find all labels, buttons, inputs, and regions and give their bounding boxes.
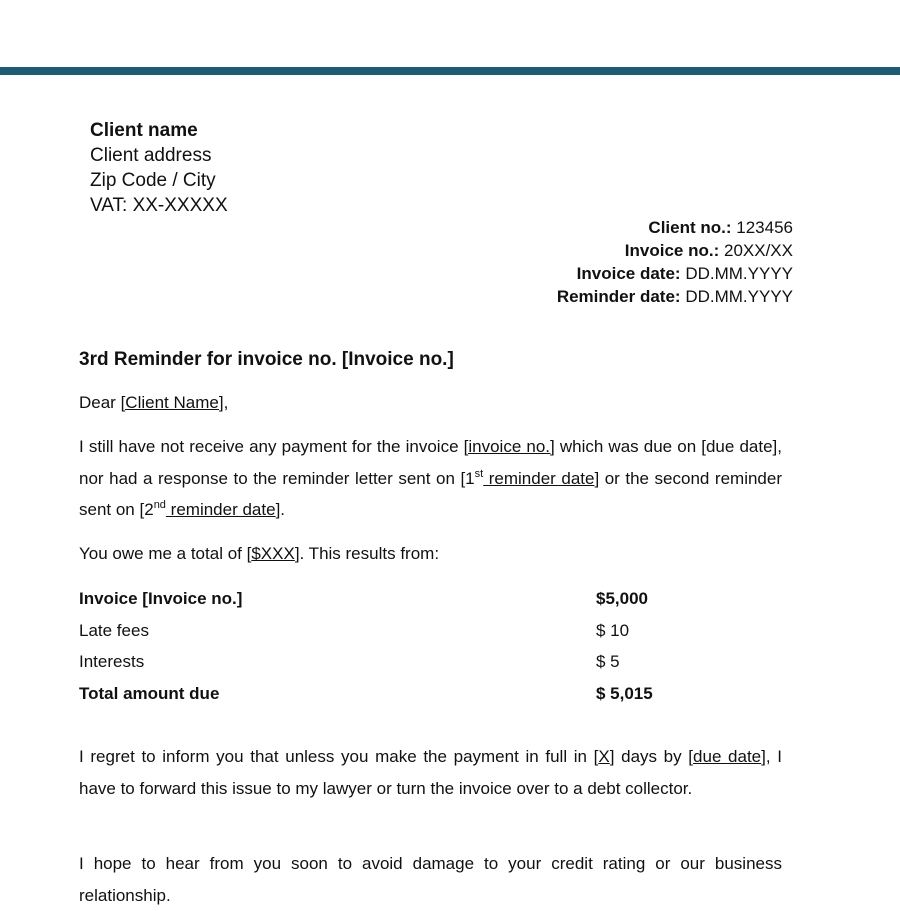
text-segment: which was due on [due date], nor had a response to the reminder letter sent on [79, 437, 782, 488]
text-segment: . This results from: [299, 544, 440, 563]
amount-value: $ 5 [596, 652, 620, 671]
days-placeholder: X [598, 747, 610, 766]
invoice-no-placeholder: [invoice no.] [463, 437, 555, 456]
invoice-date-label: Invoice date: [576, 264, 681, 283]
invoice-no-line [557, 239, 793, 262]
text-segment: ] [275, 500, 281, 519]
client-zip-city: Zip Code / City [90, 170, 216, 191]
text-segment: [1 [460, 468, 475, 488]
amount-label: Interests [79, 652, 145, 671]
client-vat: VAT: XX-XXXXX [90, 195, 228, 216]
paragraph-closing: I hope to hear from you soon to avoid damage to your credit rating or our business relationship. [79, 854, 782, 905]
amount-value: $5,000 [596, 589, 648, 608]
paragraph-legal-warning [79, 741, 782, 804]
client-address-block [90, 118, 228, 218]
text-segment: , I have to forward this issue to my lawyer or turn the invoice over to a debt collector. [79, 747, 782, 798]
invoice-date-value: DD.MM.YYYY [685, 264, 793, 283]
amount-breakdown [79, 583, 782, 709]
client-no-label: Client no.: [648, 218, 732, 237]
text-segment: [2 [139, 500, 154, 519]
invoice-no-label: Invoice no.: [624, 241, 720, 260]
reminder-date-line [557, 285, 793, 308]
text-segment: I still have not receive any payment for the invoice [79, 437, 464, 456]
invoice-meta-block [557, 216, 793, 308]
text-segment: [ [246, 544, 252, 563]
ordinal-suffix: nd [153, 499, 166, 511]
amount-value: $ 5,015 [596, 683, 653, 703]
amount-label: Invoice [Invoice no.] [79, 589, 243, 608]
text-segment: or the second reminder sent on [79, 468, 782, 519]
amount-row-interests [79, 646, 782, 678]
due-date-placeholder: due date [693, 747, 762, 766]
invoice-no-value: 20XX/XX [724, 241, 793, 260]
text-segment: ] [609, 747, 615, 766]
greeting-suffix: , [223, 393, 229, 412]
greeting [79, 387, 782, 419]
text-segment: [ [688, 747, 694, 766]
paragraph-amount-owed [79, 538, 782, 570]
client-name: Client name [90, 120, 198, 141]
total-amount-placeholder: $XXX [251, 544, 295, 563]
reminder-date-value: DD.MM.YYYY [685, 287, 793, 306]
first-reminder-date-placeholder: reminder date [483, 468, 595, 488]
text-segment: . [280, 500, 286, 519]
header-rule [0, 67, 900, 75]
invoice-date-line [557, 262, 793, 285]
greeting-prefix: Dear [79, 393, 121, 412]
amount-row-total [79, 678, 782, 710]
ordinal-suffix: st [474, 467, 484, 480]
text-segment: I regret to inform you that unless you make the payment in full in [79, 747, 594, 766]
amount-row-late-fees [79, 615, 782, 647]
amount-label: Total amount due [79, 683, 220, 703]
client-no-value: 123456 [736, 218, 793, 237]
reminder-subject: 3rd Reminder for invoice no. [Invoice no.] [79, 349, 454, 370]
second-reminder-date-placeholder: reminder date [165, 500, 276, 519]
text-segment: ] [594, 468, 600, 488]
text-segment: ] [761, 747, 766, 766]
text-segment: days by [614, 747, 689, 766]
reminder-date-label: Reminder date: [556, 287, 681, 306]
paragraph-payment-missing [79, 431, 782, 526]
greeting-client-name: [Client Name] [120, 393, 224, 412]
client-address: Client address [90, 145, 212, 166]
text-segment: You owe me a total of [79, 544, 247, 563]
client-no-line [557, 216, 793, 239]
text-segment: ] [294, 544, 300, 563]
amount-row-invoice [79, 583, 782, 615]
amount-value: $ 10 [596, 620, 630, 640]
amount-label: Late fees [79, 620, 149, 640]
text-segment: [ [593, 747, 599, 766]
